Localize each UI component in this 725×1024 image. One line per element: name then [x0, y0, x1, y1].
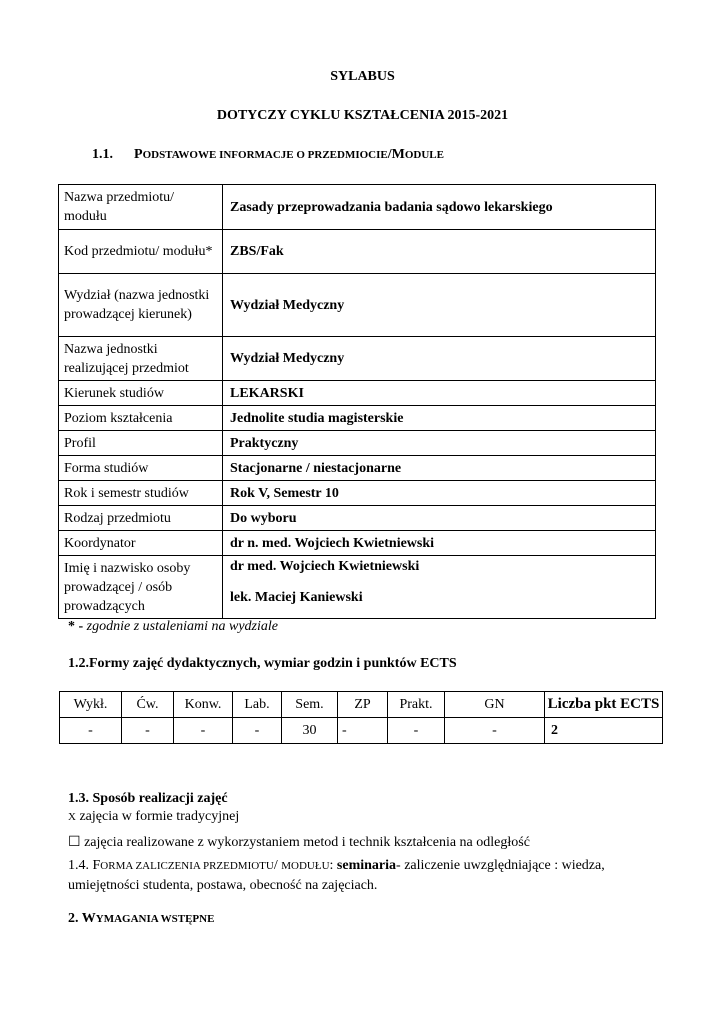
heading-colon: : [329, 858, 337, 873]
section-prefix: 1.4. [68, 858, 93, 873]
row-value: Rok V, Semestr 10 [223, 481, 656, 506]
ects-header: GN [445, 692, 545, 718]
section-number: 1.1. [92, 147, 113, 162]
ects-value: - [338, 718, 388, 744]
ects-header: Lab. [233, 692, 282, 718]
option-remote [68, 834, 530, 851]
row-value: Wydział Medyczny [223, 337, 656, 381]
ects-value: - [174, 718, 233, 744]
ects-value: - [233, 718, 282, 744]
heading-smallcaps: YMAGANIA WSTĘPNE [95, 913, 215, 925]
row-value: Stacjonarne / niestacjonarne [223, 456, 656, 481]
row-label: Koordynator [59, 531, 223, 556]
document-subtitle: DOTYCZY CYKLU KSZTAŁCENIA 2015-2021 [216, 108, 509, 123]
section-1-1-heading [92, 147, 444, 163]
row-value: Do wyboru [223, 506, 656, 531]
section-1-4-line2: umiejętności studenta, postawa, obecność na zajęciach. [68, 878, 378, 893]
row-label: Poziom kształcenia [59, 406, 223, 431]
table-row [59, 185, 656, 230]
heading-smallcaps: MODUŁU [281, 860, 330, 872]
row-value: Wydział Medyczny [223, 274, 656, 337]
ects-header: Wykł. [60, 692, 122, 718]
instructor-name: lek. Maciej Kaniewski [230, 590, 363, 605]
assessment-form: seminaria [336, 858, 397, 873]
ects-header-row [60, 692, 663, 718]
section-1-3-heading: 1.3. Sposób realizacji zajęć [68, 791, 228, 806]
row-label: Rodzaj przedmiotu [59, 506, 223, 531]
table-row [59, 230, 656, 274]
footnote-star: * - [68, 619, 84, 634]
row-value: dr n. med. Wojciech Kwietniewski [223, 531, 656, 556]
table-row [59, 506, 656, 531]
row-value: Jednolite studia magisterskie [223, 406, 656, 431]
table-row [59, 556, 656, 619]
row-value: Praktyczny [223, 431, 656, 456]
ects-header: Ćw. [122, 692, 174, 718]
table-row [59, 406, 656, 431]
row-label: Kierunek studiów [59, 381, 223, 406]
heading-sep: / [387, 147, 392, 162]
row-value: Zasady przeprowadzania badania sądowo lekarskiego [223, 185, 656, 230]
heading-cap: W [81, 911, 96, 926]
footnote-text: zgodnie z ustaleniami na wydziale [83, 619, 278, 634]
row-label: Wydział (nazwa jednostki prowadzącej kierunek) [59, 274, 223, 337]
row-label: Rok i semestr studiów [59, 481, 223, 506]
ects-header: Liczba pkt ECTS [545, 692, 663, 718]
table-row [59, 431, 656, 456]
row-label: Forma studiów [59, 456, 223, 481]
heading-smallcaps: ODSTAWOWE INFORMACJE O PRZEDMIOCIE [142, 149, 388, 161]
instructor-name: dr med. Wojciech Kwietniewski [230, 559, 420, 574]
ects-header: Konw. [174, 692, 233, 718]
table-row [59, 274, 656, 337]
row-label: Profil [59, 431, 223, 456]
ects-value-row [60, 718, 663, 744]
heading-smallcaps: ORMA ZALICZENIA PRZEDMIOTU [100, 860, 274, 872]
ects-header: ZP [338, 692, 388, 718]
table-row [59, 481, 656, 506]
ects-value: 2 [545, 718, 663, 744]
table-row [59, 381, 656, 406]
ects-table [59, 691, 663, 744]
section-1-4-line [68, 858, 605, 874]
option-traditional [68, 809, 239, 825]
row-value [223, 556, 656, 619]
selected-mark: X [68, 811, 76, 823]
ects-value: 30 [282, 718, 338, 744]
row-value: ZBS/Fak [223, 230, 656, 274]
heading-cap: M [391, 147, 405, 162]
row-value: LEKARSKI [223, 381, 656, 406]
ects-header: Sem. [282, 692, 338, 718]
row-label: Kod przedmiotu/ modułu* [59, 230, 223, 274]
option-text: zajęcia realizowane z wykorzystaniem metod i technik kształcenia na odległość [80, 835, 530, 850]
ects-value: - [388, 718, 445, 744]
table-row [59, 531, 656, 556]
heading-cap: F [92, 858, 101, 873]
footnote [68, 619, 278, 635]
course-info-table [58, 184, 656, 619]
table-row [59, 337, 656, 381]
ects-value: - [445, 718, 545, 744]
row-label: Imię i nazwisko osoby prowadzącej / osób prowadzących [59, 556, 223, 619]
assessment-text: - zaliczenie uwzględniające : wiedza, [396, 858, 605, 873]
ects-value: - [60, 718, 122, 744]
heading-smallcaps: ODULE [404, 149, 444, 161]
table-row [59, 456, 656, 481]
option-text: zajęcia w formie tradycyjnej [75, 809, 240, 824]
section-2-heading [68, 911, 214, 927]
ects-value: - [122, 718, 174, 744]
section-1-2-heading: 1.2.Formy zajęć dydaktycznych, wymiar godzin i punktów ECTS [68, 656, 457, 671]
heading-cap: P [134, 147, 143, 162]
document-title: SYLABUS [330, 69, 395, 84]
row-label: Nazwa przedmiotu/ modułu [59, 185, 223, 230]
checkbox-icon: ☐ [68, 835, 81, 850]
row-label: Nazwa jednostki realizującej przedmiot [59, 337, 223, 381]
heading-sep: / [273, 858, 282, 873]
ects-header: Prakt. [388, 692, 445, 718]
section-prefix: 2. [68, 911, 82, 926]
